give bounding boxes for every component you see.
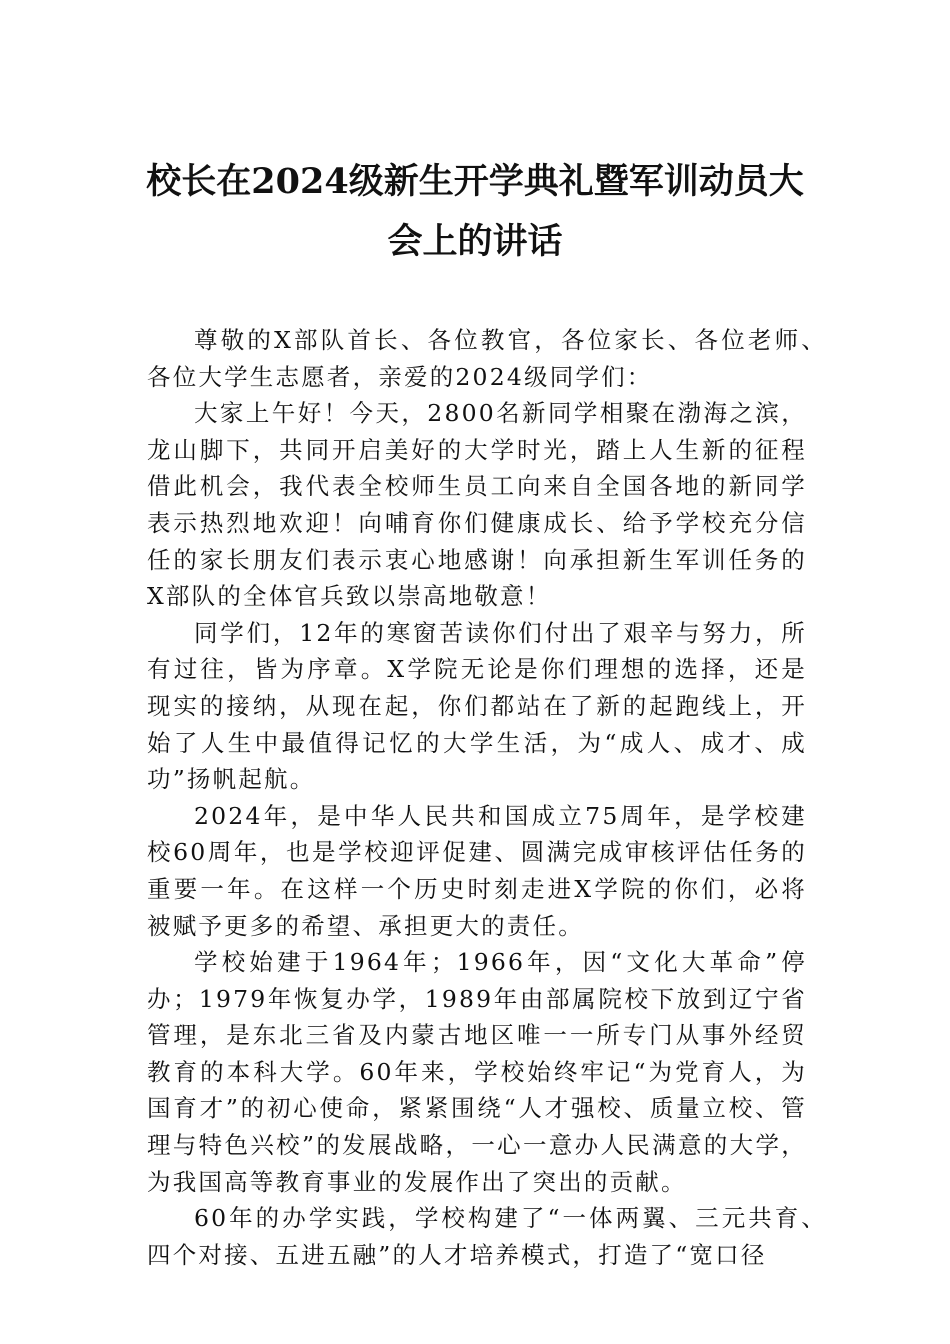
title-line-2: 会上的讲话 — [387, 221, 563, 262]
paragraph-salutation: 尊敬的X部队首长、各位教官，各位家长、各位老师、各位大学生志愿者，亲爱的2024级同学们： — [147, 326, 827, 391]
paragraph-anniversary: 2024年，是中华人民共和国成立75周年，是学校建校60周年，也是学校迎评促建、圆满完成审核评估任务的重要一年。在这样一个历史时刻走进X学院的你们，必将被赋予更多的希望、承担更大的责任。 — [147, 801, 807, 940]
paragraph-practice: 60年的办学实践，学校构建了“一体两翼、三元共育、四个对接、五进五融”的人才培养模式，打造了“宽口径 — [147, 1204, 827, 1269]
document-body — [147, 322, 827, 1273]
paragraph-greeting: 大家上午好！今天，2800名新同学相聚在渤海之滨，龙山脚下，共同开启美好的大学时光，踏上人生新的征程借此机会，我代表全校师生员工向来自全国各地的新同学表示热烈地欢迎！向哺育你们健康成长、给予学校充分信任的家长朋友们表示衷心地感谢！向承担新生军训任务的X部队的全体官兵致以崇高地敬意！ — [147, 399, 807, 611]
document-title — [120, 152, 830, 272]
paragraph-students: 同学们，12年的寒窗苦读你们付出了艰辛与努力，所有过往，皆为序章。X学院无论是你们理想的选择，还是现实的接纳，从现在起，你们都站在了新的起跑线上，开始了人生中最值得记忆的大学生活，为“成人、成才、成功”扬帆起航。 — [147, 618, 807, 794]
title-line-1: 校长在2024级新生开学典礼暨军训动员大 — [146, 161, 804, 202]
paragraph-history: 学校始建于1964年；1966年，因“文化大革命”停办；1979年恢复办学，1989年由部属院校下放到辽宁省管理，是东北三省及内蒙古地区唯一一所专门从事外经贸教育的本科大学。60年来，学校始终牢记“为党育人，为国育才”的初心使命，紧紧围绕“人才强校、质量立校、管理与特色兴校”的发展战略，一心一意办人民满意的大学，为我国高等教育事业的发展作出了突出的贡献。 — [147, 948, 807, 1196]
